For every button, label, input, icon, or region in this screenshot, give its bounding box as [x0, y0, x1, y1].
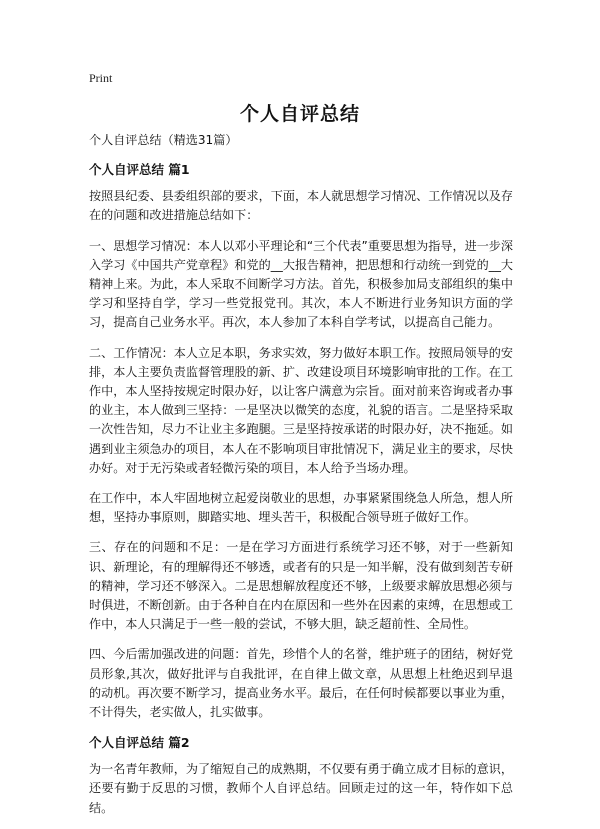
paragraph: 按照县纪委、县委组织部的要求，下面，本人就思想学习情况、工作情况以及存在的问题和改进措施总结如下：: [89, 189, 513, 223]
paragraph: 二、工作情况：本人立足本职，务求实效，努力做好本职工作。按照局领导的安排，本人主要负责监督管理股的新、扩、改建设项目环境影响审批的工作。在工作中，本人坚持按规定时限办好，以让客户满意为宗旨。面对前来咨询或者办事的业主，本人做到三坚持：一是坚决以微笑的态度，礼貌的语言。二是坚持采取一次性告知，尽力不让业主多跑腿。三是坚持按承诺的时限办好，决不拖延。如遇到业主须急办的项目，本人在不影响项目审批情况下，满足业主的要求，尽快办好。对于无污染或者轻微污染的项目，本人给予当场办理。: [89, 345, 513, 475]
page-title: 个人自评总结: [239, 103, 360, 125]
paragraph: 为一名青年教师，为了缩短自己的成熟期，不仅要有勇于确立成才目标的意识，还要有勤于反思的习惯，教师个人自评总结。回顾走过的这一年，特作如下总结。: [89, 762, 513, 815]
paragraph: 在工作中，本人牢固地树立起爱岗敬业的思想，办事紧紧围绕急人所急，想人所想，坚持办事原则，脚踏实地、埋头苦干，积极配合领导班子做好工作。: [89, 491, 513, 525]
paragraph: 四、今后需加强改进的问题：首先，珍惜个人的名誉，维护班子的团结，树好党员形象,其次，做好批评与自我批评，在自律上做文章，从思想上杜绝迟到早退的动机。再次要不断学习，提高业务水平。最后，在任何时候都要以事业为重，不计得失，老实做人，扎实做事。: [89, 647, 513, 720]
section-heading-2: 个人自评总结 篇2: [89, 735, 190, 751]
print-link[interactable]: Print: [89, 71, 113, 85]
paragraph: 一、思想学习情况：本人以邓小平理论和“三个代表”重要思想为指导，进一步深入学习《中国共产党章程》和党的__大报告精神，把思想和行动统一到党的__大精神上来。为此，本人采取不间断学习方法。首先，积极参加局支部组织的集中学习和坚持自学，学习一些党报党刊。其次，本人不断进行业务知识方面的学习，提高自己业务水平。再次，本人参加了本科自学考试，以提高自己能力。: [89, 238, 513, 330]
document-body: [89, 131, 513, 829]
section-heading-1: 个人自评总结 篇1: [89, 162, 190, 178]
document-subtitle: 个人自评总结（精选31篇）: [89, 133, 238, 147]
paragraph: 三、存在的问题和不足：一是在学习方面进行系统学习还不够，对于一些新知识、新理论，有的理解得还不够透，或者有的只是一知半解，没有做到刻苦专研的精神，学习还不够深入。二是思想解放程度还不够，上级要求解放思想必须与时俱进，不断创新。由于各种自在内在原因和一些外在因素的束缚，在思想或工作中，本人只满足于一些一般的尝试，不够大胆，缺乏超前性、全局性。: [89, 540, 513, 632]
